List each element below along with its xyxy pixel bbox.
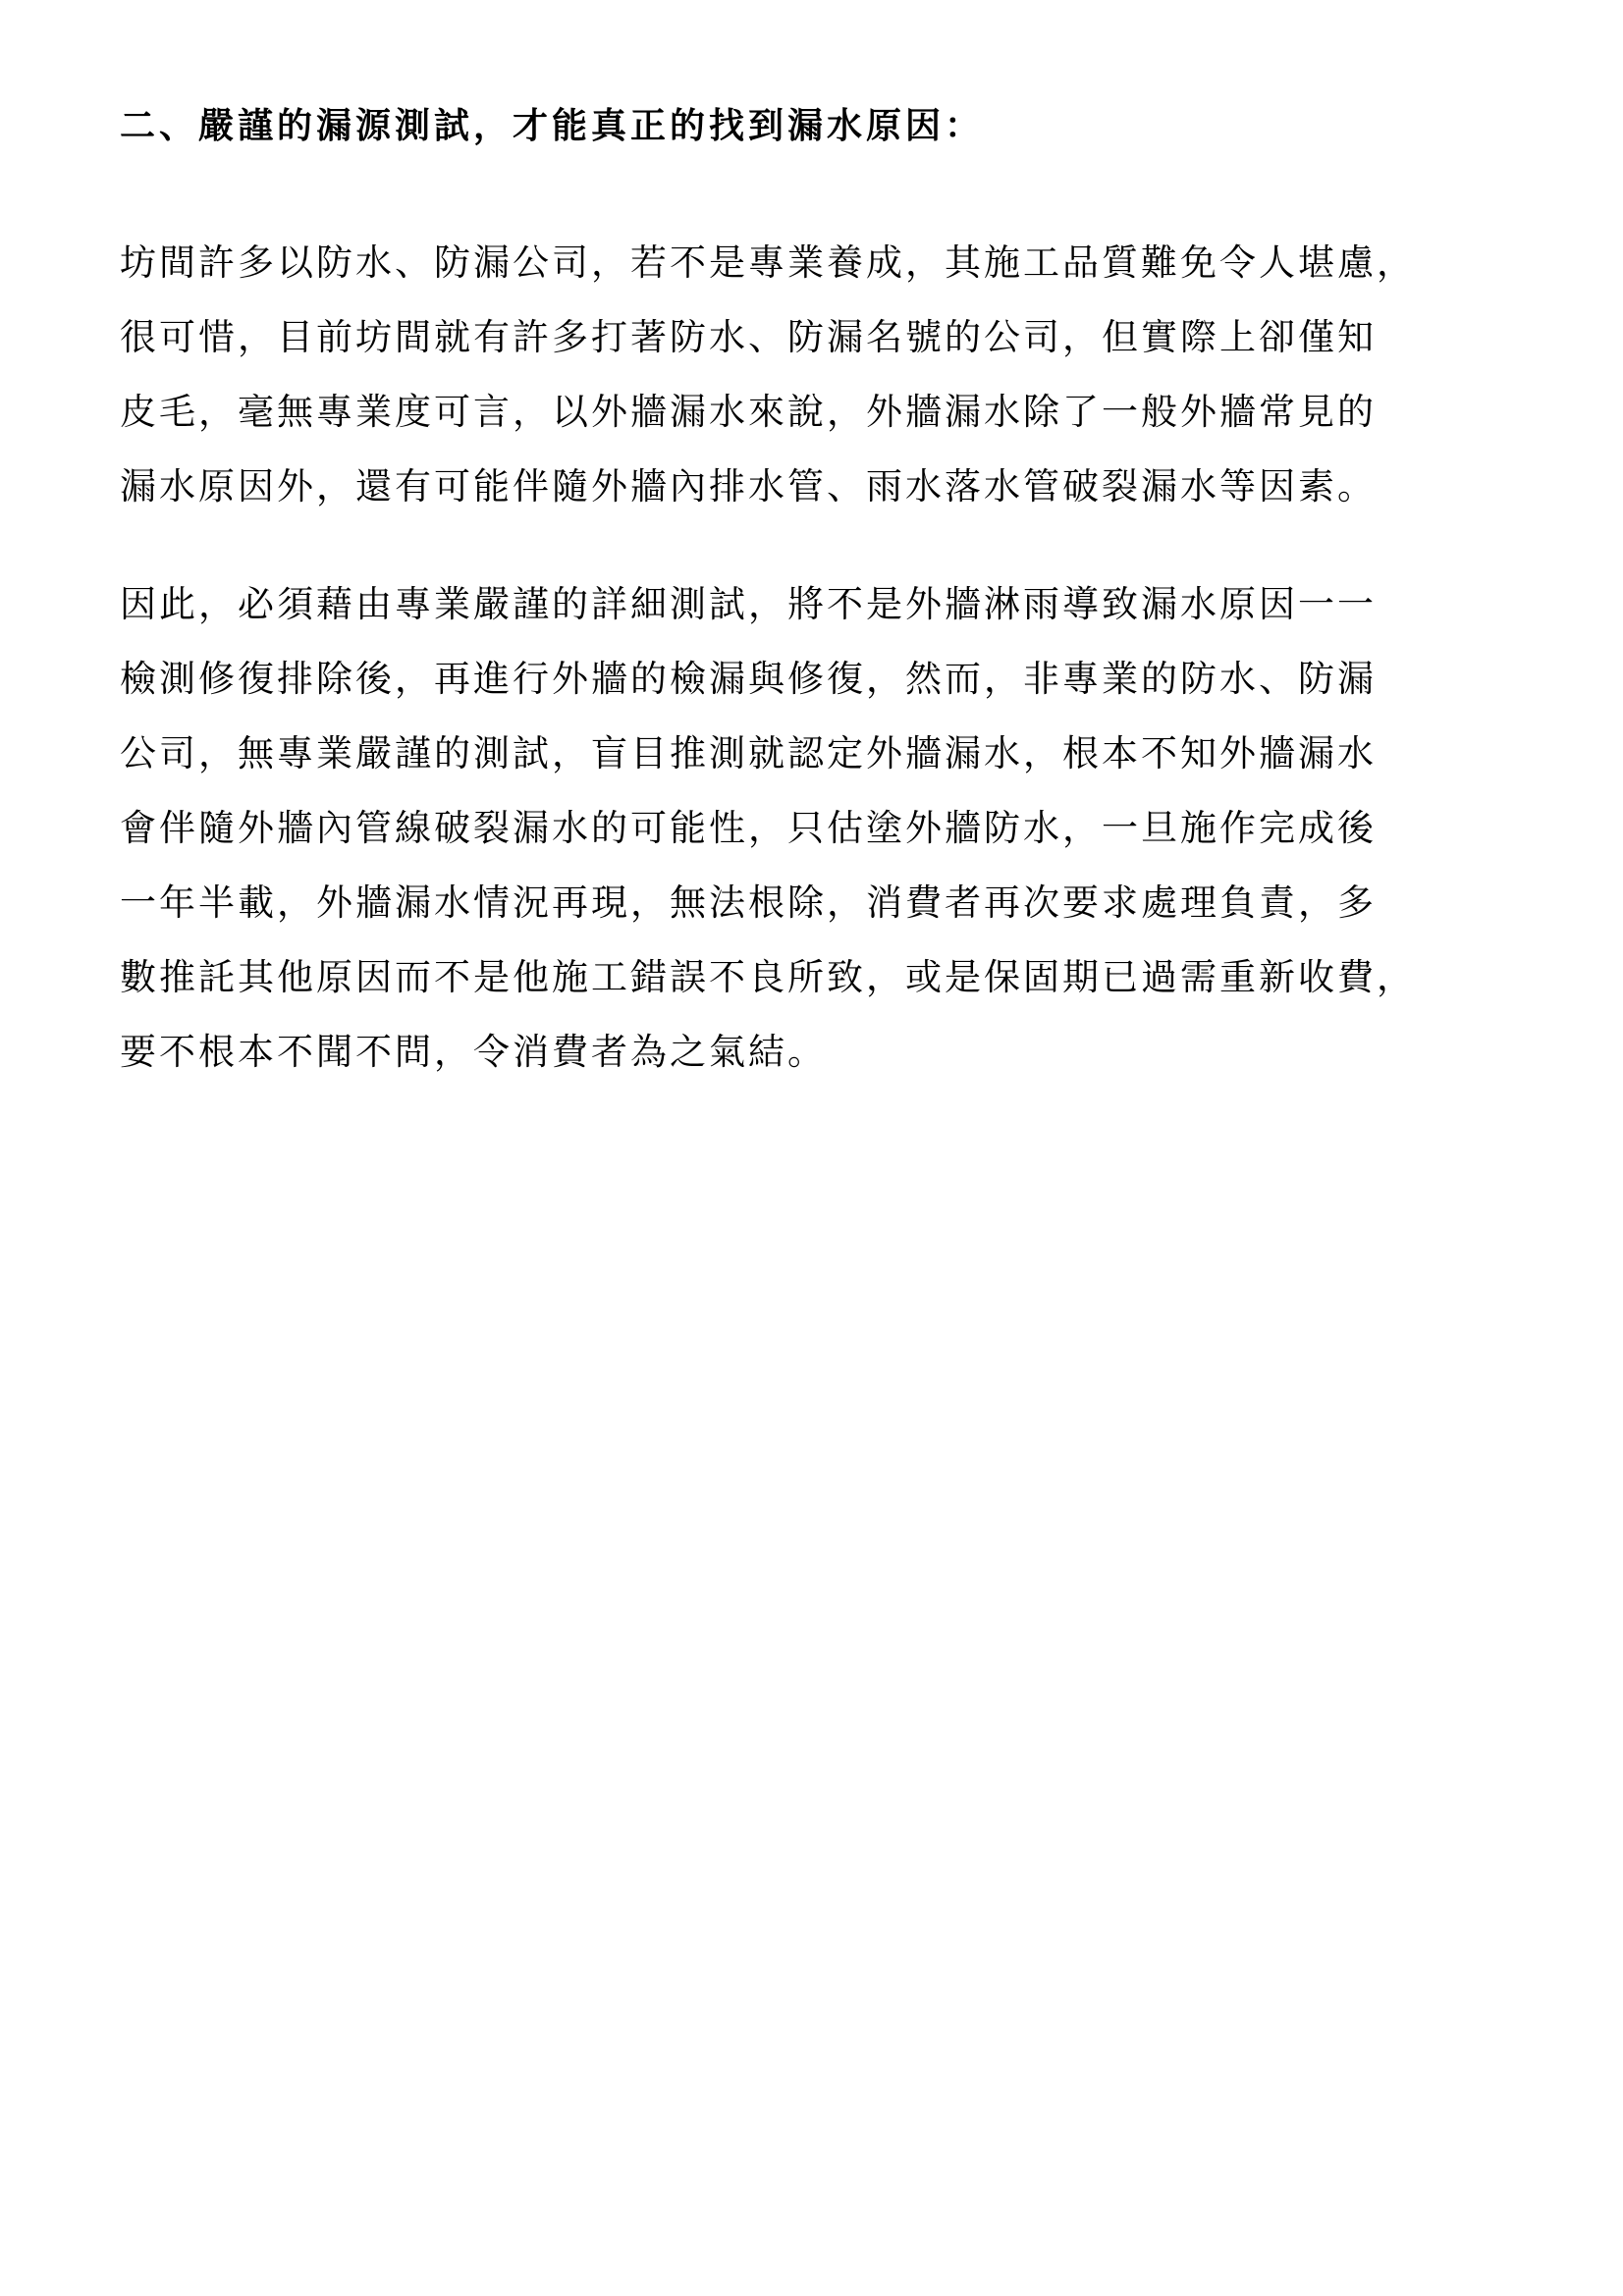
paragraph-1 — [120, 226, 1416, 524]
section-heading: 二、嚴謹的漏源測試，才能真正的找到漏水原因： — [120, 106, 985, 146]
paragraph-line: 很可惜，目前坊間就有許多打著防水、防漏名號的公司，但實際上卻僅知 — [120, 316, 1377, 358]
paragraph-line: 要不根本不聞不問，令消費者為之氣結。 — [120, 1031, 827, 1073]
paragraph-line: 公司，無專業嚴謹的測試，盲目推測就認定外牆漏水，根本不知外牆漏水 — [120, 732, 1377, 774]
paragraph-line: 坊間許多以防水、防漏公司，若不是專業養成，其施工品質難免令人堪慮， — [120, 241, 1416, 284]
paragraph-2 — [120, 567, 1416, 1090]
paragraph-line: 因此，必須藉由專業嚴謹的詳細測試，將不是外牆淋雨導致漏水原因一一 — [120, 583, 1377, 625]
paragraph-line: 皮毛，毫無專業度可言，以外牆漏水來說，外牆漏水除了一般外牆常見的 — [120, 391, 1377, 433]
paragraph-line: 檢測修復排除後，再進行外牆的檢漏與修復，然而，非專業的防水、防漏 — [120, 658, 1377, 700]
paragraph-line: 漏水原因外，還有可能伴隨外牆內排水管、雨水落水管破裂漏水等因素。 — [120, 465, 1377, 507]
paragraph-line: 一年半載，外牆漏水情況再現，無法根除，消費者再次要求處理負責，多 — [120, 881, 1377, 924]
paragraph-line: 會伴隨外牆內管線破裂漏水的可能性，只估塗外牆防水，一旦施作完成後 — [120, 807, 1377, 849]
paragraph-line: 數推託其他原因而不是他施工錯誤不良所致，或是保固期已過需重新收費， — [120, 956, 1416, 998]
